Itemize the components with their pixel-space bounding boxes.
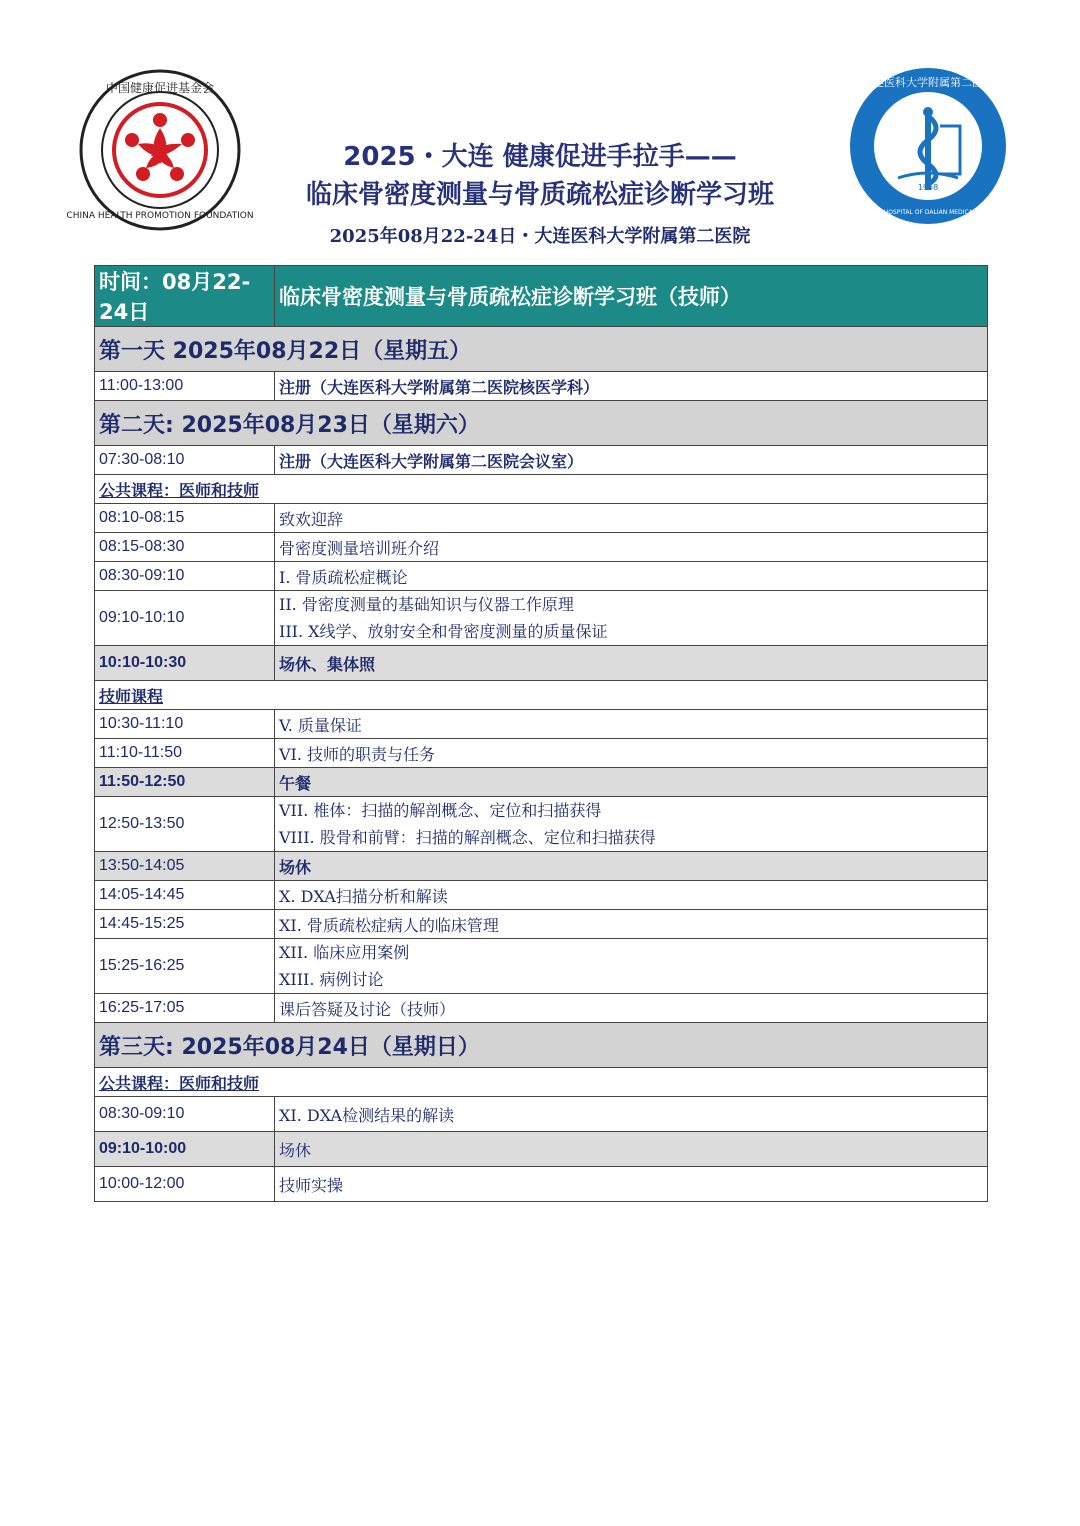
activity-cell: XI. DXA检测结果的解读 (275, 1097, 988, 1132)
section-row (95, 681, 988, 710)
activity-cell: 骨密度测量培训班介绍 (275, 533, 988, 562)
activity-cell: 技师实操 (275, 1167, 988, 1202)
activity-cell: I. 骨质疏松症概论 (275, 562, 988, 591)
activity-cell: X. DXA扫描分析和解读 (275, 881, 988, 910)
day-row (95, 401, 988, 446)
activity-line: VIII. 股骨和前臂：扫描的解剖概念、定位和扫描获得 (279, 828, 656, 847)
activity-line: VII. 椎体：扫描的解剖概念、定位和扫描获得 (279, 801, 602, 820)
time-cell: 07:30-08:10 (95, 446, 275, 475)
table-row (95, 446, 988, 475)
svg-text:1958: 1958 (917, 183, 939, 192)
day-row (95, 327, 988, 372)
svg-text:中国健康促进基金会: 中国健康促进基金会 (105, 81, 215, 95)
table-row (95, 910, 988, 939)
activity-cell: 注册（大连医科大学附属第二医院核医学科） (275, 372, 988, 401)
time-cell: 15:25-16:25 (95, 939, 275, 994)
header-title: 临床骨密度测量与骨质疏松症诊断学习班（技师） (275, 266, 988, 327)
activity-cell: 致欢迎辞 (275, 504, 988, 533)
title-line-2: 临床骨密度测量与骨质疏松症诊断学习班 (305, 180, 774, 210)
time-cell: 10:10-10:30 (95, 646, 275, 681)
time-cell: 11:10-11:50 (95, 739, 275, 768)
time-cell: 09:10-10:10 (95, 591, 275, 646)
time-cell: 12:50-13:50 (95, 797, 275, 852)
table-row (95, 797, 988, 852)
time-cell: 16:25-17:05 (95, 994, 275, 1023)
svg-text:CHINA HEALTH PROMOTION FOUNDAT: CHINA HEALTH PROMOTION FOUNDATION (66, 211, 254, 221)
table-row (95, 852, 988, 881)
day1-label: 第一天 2025年08月22日（星期五） (95, 327, 988, 372)
time-cell: 08:30-09:10 (95, 562, 275, 591)
time-cell: 08:15-08:30 (95, 533, 275, 562)
table-header-row (95, 266, 988, 327)
time-cell: 08:30-09:10 (95, 1097, 275, 1132)
activity-cell: V. 质量保证 (275, 710, 988, 739)
table-row (95, 768, 988, 797)
activity-line: III. X线学、放射安全和骨密度测量的质量保证 (279, 622, 608, 641)
activity-cell (275, 591, 988, 646)
time-cell: 10:00-12:00 (95, 1167, 275, 1202)
activity-line: XIII. 病例讨论 (279, 970, 384, 989)
time-cell: 11:00-13:00 (95, 372, 275, 401)
table-row (95, 562, 988, 591)
activity-cell: 场休、集体照 (275, 646, 988, 681)
time-cell: 14:45-15:25 (95, 910, 275, 939)
section-row (95, 1068, 988, 1097)
table-row (95, 1167, 988, 1202)
table-row (95, 994, 988, 1023)
time-cell: 13:50-14:05 (95, 852, 275, 881)
time-cell: 09:10-10:00 (95, 1132, 275, 1167)
header-time: 时间：08月22-24日 (95, 266, 275, 327)
day2-label: 第二天: 2025年08月23日（星期六） (95, 401, 988, 446)
activity-cell: XI. 骨质疏松症病人的临床管理 (275, 910, 988, 939)
subtitle: 2025年08月22-24日・大连医科大学附属第二医院 (329, 226, 751, 247)
activity-cell (275, 939, 988, 994)
title-line-1: 2025・大连 健康促进手拉手—— (343, 142, 737, 172)
activity-line: XII. 临床应用案例 (279, 943, 410, 962)
table-row (95, 591, 988, 646)
table-row (95, 1097, 988, 1132)
schedule-table (94, 265, 988, 1202)
table-row (95, 504, 988, 533)
day-row (95, 1023, 988, 1068)
section-tech: 技师课程 (95, 681, 988, 710)
svg-text:THE SECOND HOSPITAL OF DALIAN: THE SECOND HOSPITAL OF DALIAN MEDICAL UNIVERSITY (842, 209, 1014, 216)
dalian-medical-university-second-hospital-logo (842, 66, 1014, 226)
section-row (95, 475, 988, 504)
activity-cell: VI. 技师的职责与任务 (275, 739, 988, 768)
activity-cell (275, 797, 988, 852)
table-row (95, 1132, 988, 1167)
table-row (95, 533, 988, 562)
day3-label: 第三天: 2025年08月24日（星期日） (95, 1023, 988, 1068)
table-row (95, 646, 988, 681)
table-row (95, 710, 988, 739)
activity-cell: 场休 (275, 852, 988, 881)
table-row (95, 939, 988, 994)
activity-line: II. 骨密度测量的基础知识与仪器工作原理 (279, 595, 574, 614)
table-row (95, 739, 988, 768)
svg-text:大连医科大学附属第二医院: 大连医科大学附属第二医院 (862, 76, 994, 89)
table-row (95, 372, 988, 401)
activity-cell: 午餐 (275, 768, 988, 797)
activity-cell: 场休 (275, 1132, 988, 1167)
time-cell: 10:30-11:10 (95, 710, 275, 739)
activity-cell: 注册（大连医科大学附属第二医院会议室） (275, 446, 988, 475)
section-public-2: 公共课程：医师和技师 (95, 1068, 988, 1097)
activity-cell: 课后答疑及讨论（技师） (275, 994, 988, 1023)
table-row (95, 881, 988, 910)
time-cell: 08:10-08:15 (95, 504, 275, 533)
time-cell: 14:05-14:45 (95, 881, 275, 910)
time-cell: 11:50-12:50 (95, 768, 275, 797)
china-health-promotion-foundation-logo (66, 68, 254, 232)
section-public: 公共课程：医师和技师 (95, 475, 988, 504)
